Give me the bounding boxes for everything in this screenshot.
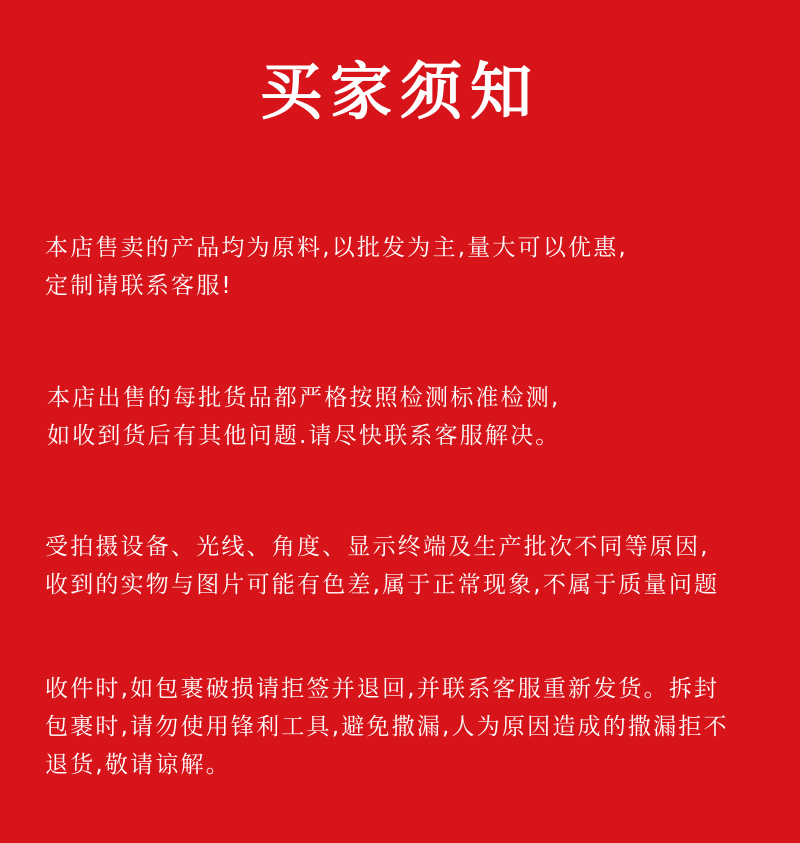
notice-paragraph-delivery bbox=[45, 670, 775, 784]
notice-line: 收到的实物与图片可能有色差,属于正常现象,不属于质量问题 bbox=[45, 572, 720, 598]
notice-line: 退货,敬请谅解。 bbox=[45, 752, 231, 778]
notice-line: 收件时,如包裹破损请拒签并退回,并联系客服重新发货。拆封 bbox=[45, 676, 720, 702]
notice-paragraph-color-difference bbox=[45, 528, 775, 604]
notice-line: 本店出售的每批货品都严格按照检测标准检测, bbox=[47, 385, 561, 411]
notice-paragraph-products bbox=[45, 229, 775, 305]
notice-paragraph-quality bbox=[47, 379, 777, 455]
notice-line: 如收到货后有其他问题.请尽快联系客服解决。 bbox=[47, 423, 561, 449]
notice-line: 受拍摄设备、光线、角度、显示终端及生产批次不同等原因, bbox=[45, 534, 710, 560]
notice-line: 定制请联系客服! bbox=[45, 273, 233, 299]
page-title: 买家须知 bbox=[259, 55, 540, 128]
notice-line: 包裹时,请勿使用锋利工具,避免撒漏,人为原因造成的撒漏拒不 bbox=[45, 714, 729, 740]
notice-line: 本店售卖的产品均为原料,以批发为主,量大可以优惠, bbox=[45, 235, 628, 261]
